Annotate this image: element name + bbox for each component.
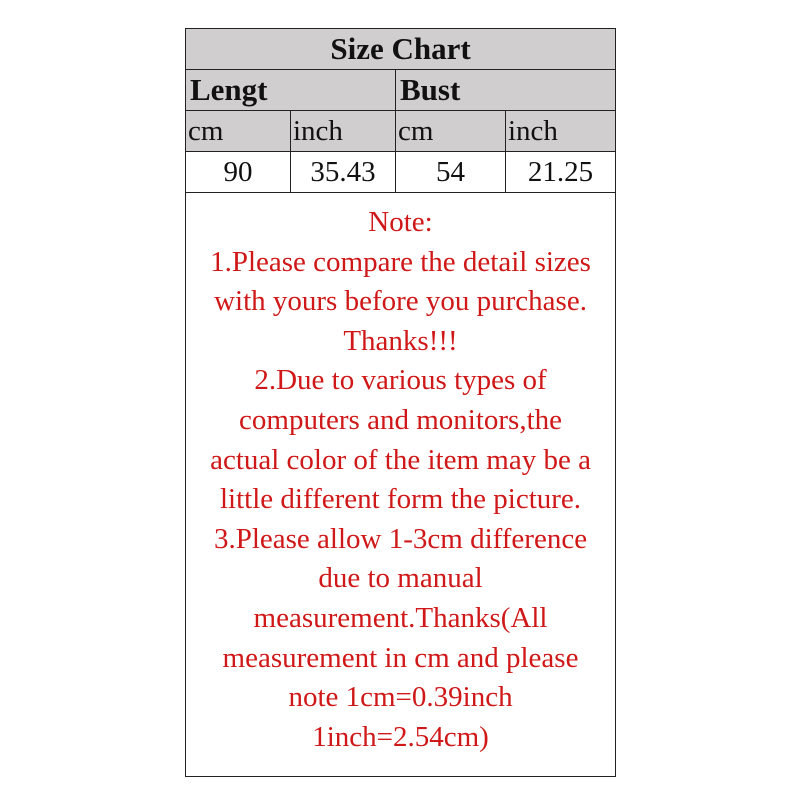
note-line: measurement in cm and please (222, 641, 579, 674)
length-cm-unit: cm (186, 111, 291, 152)
length-cm-value: 90 (186, 152, 291, 193)
bust-cm-unit: cm (396, 111, 506, 152)
title-row (186, 29, 616, 70)
length-header: Lengt (186, 70, 396, 111)
size-chart-title: Size Chart (186, 29, 616, 70)
bust-cm-value: 54 (396, 152, 506, 193)
bust-header: Bust (396, 70, 616, 111)
length-inch-unit: inch (291, 111, 396, 152)
note-line: due to manual (318, 562, 483, 595)
note-line: computers and monitors,the (239, 403, 562, 436)
note-line: Thanks!!! (343, 324, 458, 357)
note-title: Note: (368, 206, 433, 238)
unit-row (186, 111, 616, 152)
note-line: measurement.Thanks(All (253, 601, 548, 634)
note-line: with yours before you purchase. (214, 285, 587, 318)
note-line: actual color of the item may be a (210, 443, 591, 476)
note-box (186, 193, 616, 777)
value-row (186, 152, 616, 193)
note-line: little different form the picture. (220, 483, 582, 516)
note-line: 3.Please allow 1-3cm difference (213, 522, 588, 555)
header-row (186, 70, 616, 111)
length-inch-value: 35.43 (291, 152, 396, 193)
note-row (186, 193, 616, 777)
note-line: 2.Due to various types of (254, 364, 547, 397)
size-chart-table (185, 28, 616, 777)
bust-inch-value: 21.25 (506, 152, 616, 193)
note-line: 1inch=2.54cm) (312, 720, 489, 753)
bust-inch-unit: inch (506, 111, 616, 152)
note-line: 1.Please compare the detail sizes (210, 245, 591, 278)
note-line: note 1cm=0.39inch (288, 681, 513, 714)
